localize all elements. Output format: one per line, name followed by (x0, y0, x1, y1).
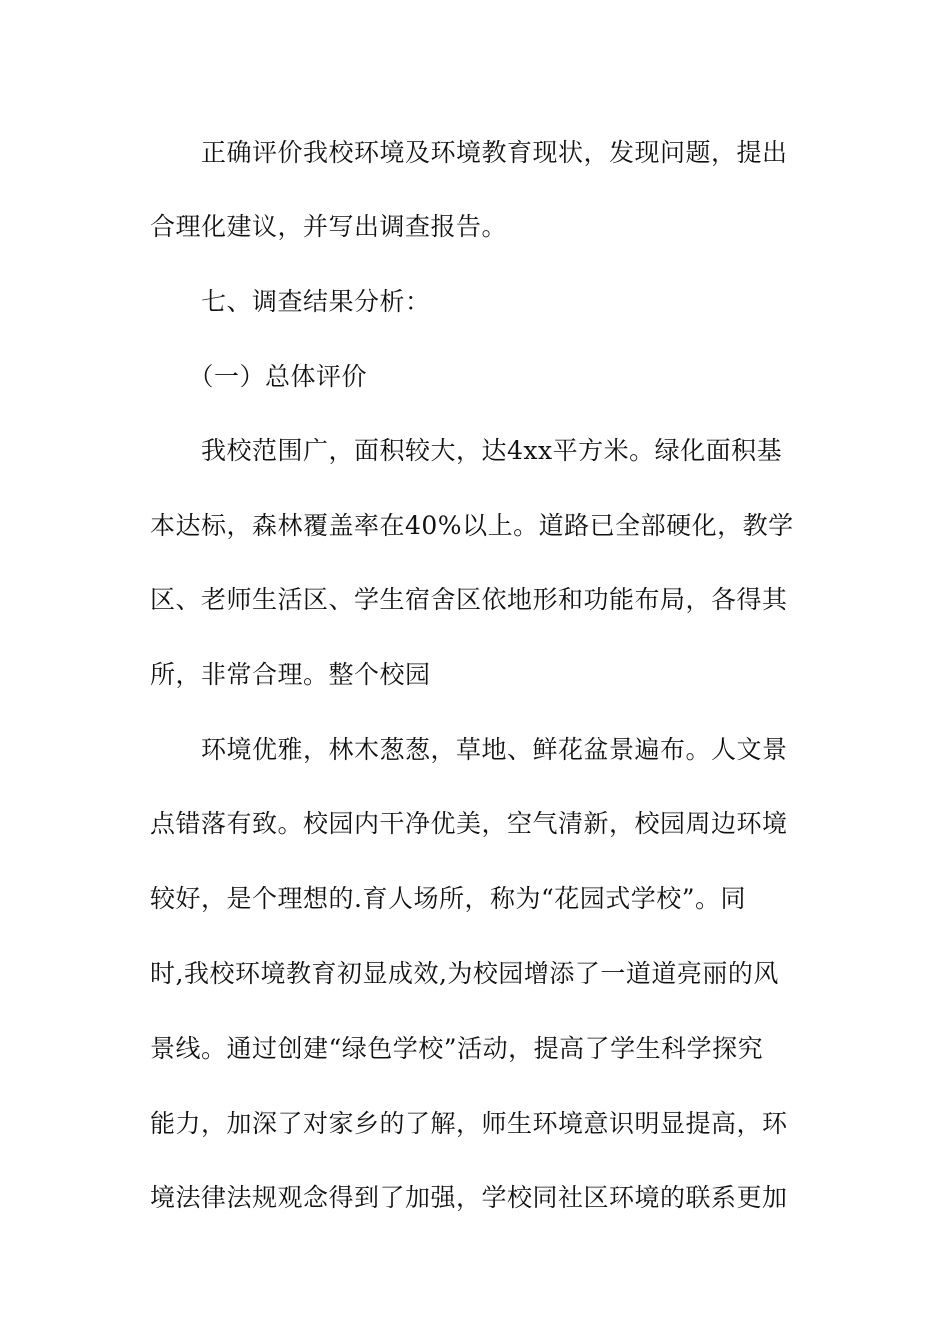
text-line: 时,我校环境教育初显成效,为校园增添了一道道亮丽的风 (150, 959, 779, 988)
text-line: 境法律法规观念得到了加强，学校同社区环境的联系更加 (150, 1183, 788, 1212)
section-heading: 七、调查结果分析： (150, 287, 431, 316)
text-line: 环境优雅，林木葱葱，草地、鲜花盆景遍布。人文景 (150, 735, 788, 764)
text-line: 景线。通过创建“绿色学校”活动，提高了学生科学探究 (150, 1034, 764, 1063)
text-line: 点错落有致。校园内干净优美，空气清新，校园周边环境 (150, 809, 788, 838)
text-line: 区、老师生活区、学生宿舍区依地形和功能布局，各得其 (150, 585, 788, 614)
text-line: 本达标，森林覆盖率在40%以上。道路已全部硬化，教学 (150, 511, 794, 540)
text-line: 所，非常合理。整个校园 (150, 660, 431, 689)
text-line: 我校范围广，面积较大，达4xx平方米。绿化面积基 (150, 436, 783, 465)
subsection-heading: （一）总体评价 (150, 362, 368, 391)
text-line: 合理化建议，并写出调查报告。 (150, 212, 508, 241)
text-line: 能力，加深了对家乡的了解，师生环境意识明显提高，环 (150, 1109, 788, 1138)
text-line: 较好，是个理想的.育人场所，称为“花园式学校”。同 (150, 884, 747, 913)
text-line: 正确评价我校环境及环境教育现状，发现问题，提出 (150, 138, 788, 167)
